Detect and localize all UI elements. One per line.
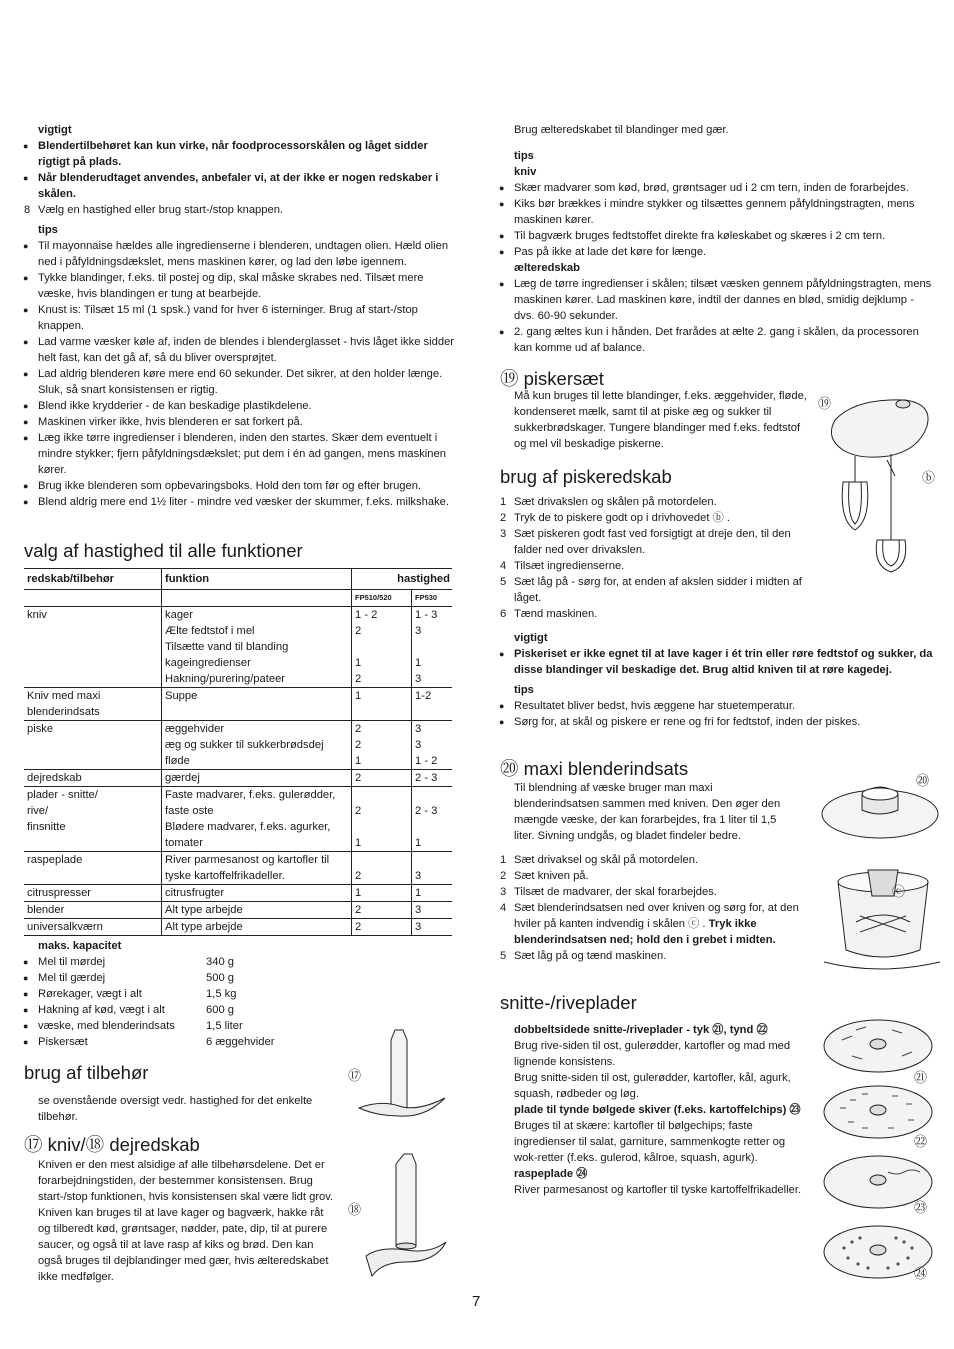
cell-speed-fp530 [412,639,453,655]
capacity-item: ● Mel til mørdej [38,956,106,968]
step-item: 2 Tryk de to piskere godt op i drivhovedet ⓑ . [500,512,730,524]
capacity-value: 340 g [206,956,234,968]
cell-tool [24,835,162,852]
step-text: Sæt piskeren godt fast ved forsigtigt at dreje den, til den falder ned over drivakslen. [514,528,791,556]
step-text: Sæt drivaksel og skål på motordelen. [514,854,699,866]
cell-function: tomater [162,835,352,852]
table-row [24,819,452,835]
cell-function: fløde [162,753,352,770]
cell-speed-fp510 [352,639,412,655]
whisk-text: Må kun bruges til lette blandinger, f.eks. æggehvider, fløde, kondenseret mælk, samt til at piske æg og sukker til sukkerbrødskager. Tungere blandinger med f.eks. fedtstof og mel vil beskadige piskerne. [514,390,807,450]
cell-speed-fp530: 3 [415,870,422,882]
cell-speed-fp510: 1 [352,655,412,671]
cell-speed-fp530: 1 [415,837,422,849]
slice-heading: snitte-/riveplader [500,992,637,1013]
kniv-tip: ● Skær madvarer som kød, brød, grøntsager ud i 2 cm tern, inden de forarbejdes. [500,180,936,196]
table-row [24,704,452,721]
cell-function: River parmesanost og kartofler til [162,852,352,869]
fig-24-label: ㉔ [914,1266,928,1281]
cell-speed-fp530: 3 [415,625,422,637]
cell-tool [24,753,162,770]
cell-function: Hakning/purering/pateer [162,671,352,688]
table-row [24,671,452,688]
capacity-item: ● Hakning af kød, vægt i alt [38,1004,165,1016]
knife-heading: ⑰ kniv/⑱ dejredskab [24,1134,200,1155]
maxi-heading: ⑳ maxi blenderindsats [500,758,689,779]
table-row [24,737,452,753]
knife-text: Kniven er den mest alsidige af alle tilbehørsdelene. Det er forarbejdningstiden, der bestemmer konsistensen. Brug start-/stop funktionen, hvis konsistensen skal være lidt grov. Kniven kan bruges til at lave kager og bagværk, hakke råt og tilberedt kød, grøntsager, nødder, pate, dip, til at purere saucer, og også til at lave rasp af kiks og brød. Den kan også bruges til dejblandinger med gær, hvis ælteredskabet ikke medfølger. [38,1159,334,1283]
cell-function: æggehvider [162,721,352,738]
step-text: Tilsæt de madvarer, der skal forarbejdes. [514,886,717,898]
fig-19-label: ⑲ [818,396,832,411]
aelte-tip: ● 2. gang æltes kun i hånden. Det frarådes at ælte 2. gang i skålen, da processoren kan komme ud af balance. [500,324,936,356]
step-item: 1 Sæt drivaksel og skål på motordelen. [500,854,699,866]
slice-text-1a: Brug rive-siden til ost, gulerødder, kartofler og mad med lignende konsistens. [514,1040,791,1068]
table-row [24,885,452,902]
cell-tool [24,655,162,671]
step-text: Tryk de to piskere godt op i drivhovedet ⓑ . [514,512,730,524]
cell-speed-fp510: 2 [352,671,412,688]
disc-22 [824,1086,932,1138]
vigtigt-item: ● Blendertilbehøret kan kun virke, når foodprocessorskålen og låget sidder rigtigt på plads. [24,138,456,170]
accessories-text: se ovenstående oversigt vedr. hastighed for det enkelte tilbehør. [38,1095,313,1123]
cell-speed-fp530 [412,852,453,869]
tips-label: tips [38,224,58,236]
step-item: 2 Sæt kniven på. [500,870,589,882]
capacity-item: ● væske, med blenderindsats [38,1020,175,1032]
slice-text-2: Bruges til at skære: kartofler til bølgechips; faste ingredienser til salat, garniture, sammenkogte retter og wok-retter (f.eks. gulerod, kålroe, squash, agurk). [514,1120,786,1164]
table-row [24,623,452,639]
table-row [24,655,452,671]
fig-22-label: ㉒ [914,1134,928,1149]
cell-speed-fp530: 1 [415,657,422,669]
discs-illustration [822,1016,934,1288]
cell-function: citrusfrugter [162,885,352,902]
cell-function: Alt type arbejde [162,919,352,936]
cell-speed-fp510: 2 [352,721,412,738]
step-number: 8 [24,204,31,216]
cell-speed-fp510: 2 [352,803,412,819]
cell-tool: blender [24,902,162,919]
capacity-row [24,970,424,986]
tip-item: ● Læg ikke tørre ingredienser i blenderen, inden den startes. Skær dem eventuelt i mindre stykker; fjern påfyldningsdækslet; put dem i én ad gangen, mens maskinen kører. [24,430,456,478]
dough-tool-illustration [360,1150,455,1280]
capacity-row [24,954,424,970]
table-subheader-fp510: FP510/520 [352,590,412,607]
cell-speed-fp530: 1 - 3 [412,607,453,624]
vigtigt-item: ● Piskeriset er ikke egnet til at lave kager i ét trin eller røre fedtstof og sukker, da disse blandinger vil beskadige det. Brug altid kniven til at røre kagedej. [500,646,936,678]
cell-speed-fp530: 3 [415,673,422,685]
cell-speed-fp530 [412,704,453,721]
step-text-bold: Tryk ikke blenderindsatsen ned; hold den i grebet i midten. [514,918,776,946]
cell-function: kageingredienser [162,655,352,671]
cell-speed-fp530 [412,819,453,835]
step-item: 1 Sæt drivakslen og skålen på motordelen. [500,496,717,508]
left-column [24,122,456,510]
whisk-steps [500,494,814,622]
cell-function: Ælte fedtstof i mel [162,623,352,639]
cell-speed-fp530: 3 [412,919,453,936]
disc-21 [824,1020,932,1072]
slice-label-3: raspeplade ㉔ [514,1168,588,1180]
cell-tool [24,671,162,688]
cell-tool: piske [24,721,162,738]
step-text: Sæt låg på og tænd maskinen. [514,950,667,962]
cell-tool: finsnitte [24,819,162,835]
cell-speed-fp510: 2 [352,868,412,885]
cell-function [162,704,352,721]
speed-table [24,568,452,936]
step-text: Tilsæt ingredienserne. [514,560,625,572]
whisk-notes [500,630,936,730]
capacity-value: 500 g [206,972,234,984]
cell-tool: kniv [24,607,162,624]
fig-c-label: ⓒ [892,884,906,899]
cell-speed-fp510 [352,819,412,835]
cell-function: faste oste [162,803,352,819]
slice-label-2: plade til tynde bølgede skiver (f.eks. kartoffelchips) ㉓ [514,1104,801,1116]
capacity-label: maks. kapacitet [38,940,122,952]
fig-20-label: ⑳ [916,773,930,788]
top-text: Brug ælteredskabet til blandinger med gær. [514,124,729,136]
cell-function: æg og sukker til sukkerbrødsdej [162,737,352,753]
cell-tool [24,737,162,753]
capacity-item: ● Mel til gærdej [38,972,106,984]
slice-block [514,1022,810,1198]
cell-function: Faste madvarer, f.eks. gulerødder, [162,787,352,804]
cell-tool [24,623,162,639]
slice-text-3: River parmesanost og kartofler til tyske kartoffelfrikadeller. [514,1184,802,1196]
kniv-tip: ● Til bagværk bruges fedtstoffet direkte fra køleskabet og skæres i 2 cm tern. [500,228,936,244]
capacity-value: 1,5 liter [206,1020,243,1032]
cell-tool: Kniv med maxi [24,688,162,705]
cell-speed-fp510: 1 [352,753,412,770]
step-text: Tænd maskinen. [514,608,598,620]
cell-speed-fp510: 1 [352,835,412,852]
cell-tool: plader - snitte/ [24,787,162,804]
cell-speed-fp510: 2 [352,737,412,753]
slice-text-1b: Brug snitte-siden til ost, gulerødder, kartofler, kål, agurk, squash, rødbeder og løg. [514,1072,791,1100]
tip-item: ● Blend aldrig mere end 1½ liter - mindre ved væsker der skummer, f.eks. milkshake. [24,494,456,510]
cell-function: gærdej [162,770,352,787]
cell-function: Suppe [162,688,352,705]
maxi-text: Til blendning af væske bruger man maxi blenderindsatsen sammen med kniven. Den øger den mængde væske, der kan forarbejdes, fra 1 liter til 1,5 liter. Sivning undgås, og bladet findeler bedre. [514,782,781,842]
step-text: Sæt låg på - sørg for, at enden af akslen sidder i midten af låget. [514,576,802,604]
cell-tool: citruspresser [24,885,162,902]
cell-speed-fp530: 1 [412,885,453,902]
fig-18-label: ⑱ [348,1202,362,1217]
table-subheader-fp530: FP530 [415,593,438,602]
vigtigt-label: vigtigt [514,632,548,644]
table-row [24,753,452,770]
maxi-step: 5 Sæt låg på og tænd maskinen. [500,950,667,962]
table-row [24,902,452,919]
cell-speed-fp510 [352,787,412,804]
cell-speed-fp510: 2 [352,919,412,936]
table-header-function: funktion [162,569,352,590]
step-item: 4 Tilsæt ingredienserne. [500,560,625,572]
maxi-step: 4 Sæt blenderindsatsen ned over kniven og sørg for, at den hviler på kanten indvendig i skålen ⓒ . Tryk ikke blenderindsatsen ned; hold den i grebet i midten. [500,902,799,946]
blender-bowl-illustration [820,852,945,982]
step-8 [24,202,456,218]
tip-item: ● Lad aldrig blenderen køre mere end 60 sekunder. Det sikrer, at den holder længe. Sluk, så snart konsistensen er rigtig. [24,366,456,398]
cell-function: Alt type arbejde [162,902,352,919]
step-item: 3 Sæt piskeren godt fast ved forsigtigt at dreje den, til den falder ned over drivakslen. [500,528,791,556]
table-row [24,919,452,936]
capacity-item: ● Piskersæt [38,1036,88,1048]
tips-label: tips [514,684,534,696]
cell-tool [24,868,162,885]
aelte-label: ælteredskab [514,262,580,274]
cell-speed-fp530: 3 [415,739,422,751]
whisk-heading: ⑲ piskersæt [500,368,604,389]
aelte-tip: ● Læg de tørre ingredienser i skålen; tilsæt væsken gennem påfyldningstragten, mens maskinen kører. Lad maskinen køre, indtil der dannes en blød, smidig dejklump - dvs. 60-90 sekunder. [500,276,936,324]
cell-speed-fp510 [352,704,412,721]
cell-speed-fp530: 3 [412,902,453,919]
tip-item: ● Maskinen virker ikke, hvis blenderen er sat forkert på. [24,414,456,430]
table-row [24,835,452,852]
tip-item: ● Tykke blandinger, f.eks. til postej og dip, skal måske skrabes ned. Tilsæt mere væske, hvis blandingen er tung at bearbejde. [24,270,456,302]
cell-speed-fp510: 2 [352,770,412,787]
cell-function: tyske kartoffelfrikadeller. [162,868,352,885]
cell-speed-fp510: 1 [352,885,412,902]
cell-function: Blødere madvarer, f.eks. agurker, [162,819,352,835]
cell-speed-fp530: 1-2 [412,688,453,705]
capacity-row [24,1002,424,1018]
table-row [24,868,452,885]
cell-tool: dejredskab [24,770,162,787]
capacity-row [24,986,424,1002]
vigtigt-item: ● Når blenderudtaget anvendes, anbefaler vi, at der ikke er nogen redskaber i skålen. [24,170,456,202]
speed-table-wrap [24,568,452,936]
cell-speed-fp510: 2 [352,902,412,919]
tip-item: ● Til mayonnaise hældes alle ingredienserne i blenderen, undtagen olien. Hæld olien ned i påfyldningsdækslet, mens maskinen kører, og lad den løbe igennem. [24,238,456,270]
cell-speed-fp510 [352,852,412,869]
table-row [24,787,452,804]
table-header-speed: hastighed [352,569,453,590]
cell-function: Tilsætte vand til blanding [162,639,352,655]
whisk-use-heading: brug af piskeredskab [500,466,672,487]
cell-speed-fp530: 1 - 2 [415,755,438,767]
step-item: 6 Tænd maskinen. [500,608,598,620]
kniv-label: kniv [514,166,537,178]
cell-tool: raspeplade [24,852,162,869]
cell-tool [24,639,162,655]
step-text: Sæt drivakslen og skålen på motordelen. [514,496,717,508]
capacity-value: 1,5 kg [206,988,237,1000]
tip-item: ● Blend ikke krydderier - de kan beskadige plastikdelene. [24,398,456,414]
capacity-item: ● Rørekager, vægt i alt [38,988,142,1000]
maxi-steps [500,852,816,964]
cell-speed-fp530 [412,787,453,804]
table-row [24,639,452,655]
tip-item: ● Knust is: Tilsæt 15 ml (1 spsk.) vand for hver 6 isterninger. Brug af start-/stop knappen. [24,302,456,334]
cell-tool: rive/ [24,803,162,819]
cell-speed-fp510: 2 [352,623,412,639]
slice-label-1: dobbeltsidede snitte-/riveplader - tyk ㉑, tynd ㉒ [514,1024,768,1036]
step-text: Sæt kniven på. [514,870,589,882]
kniv-tip: ● Kiks bør brækkes i mindre stykker og tilsættes gennem påfyldningstragten, mens maskinen kører. [500,196,936,228]
fig-23-label: ㉓ [914,1200,928,1215]
fig-21-label: ㉑ [914,1070,928,1085]
vigtigt-label: vigtigt [38,124,72,136]
cell-speed-fp530: 2 - 3 [412,770,453,787]
kniv-tip: ● Pas på ikke at lade det køre for længe. [500,244,936,260]
capacity-value: 6 æggehvider [206,1036,275,1048]
fig-17-label: ⑰ [348,1068,362,1083]
table-row [24,803,452,819]
cell-function: kager [162,607,352,624]
table-row [24,852,452,869]
cell-speed-fp510: 1 - 2 [352,607,412,624]
table-row [24,721,452,738]
tips-label: tips [514,150,534,162]
page-number: 7 [472,1293,481,1310]
speed-heading: valg af hastighed til alle funktioner [24,540,303,561]
cell-tool: universalkværn [24,919,162,936]
capacity-value: 600 g [206,1004,234,1016]
tip-item: ● Lad varme væsker køle af, inden de blendes i blenderglasset - hvis låget ikke sidder helt fast, kan det gå af, så du bliver oversprøjtet. [24,334,456,366]
cell-tool: blenderindsats [24,704,162,721]
maxi-steps-list [500,852,816,900]
fig-b-label: ⓑ [922,470,936,485]
accessories-heading: brug af tilbehør [24,1062,149,1083]
tip-item: ● Brug ikke blenderen som opbevaringsboks. Hold den tom før og efter brugen. [24,478,456,494]
step-item: 3 Tilsæt de madvarer, der skal forarbejdes. [500,886,717,898]
cell-speed-fp510: 1 [352,688,412,705]
table-row [24,607,452,624]
right-column-top [500,122,936,356]
tip-item: ● Sørg for, at skål og piskere er rene og fri for fedtstof, inden der piskes. [500,714,936,730]
table-row [24,770,452,787]
table-header-tool: redskab/tilbehør [24,569,162,590]
step-text: Sæt blenderindsatsen ned over kniven og sørg for, at den hviler på kanten indvendig i skålen ⓒ . [514,902,799,930]
cell-speed-fp530: 3 [412,721,453,738]
tip-item: ● Resultatet bliver bedst, hvis æggene har stuetemperatur. [500,698,936,714]
step-text: Vælg en hastighed eller brug start-/stop knappen. [38,204,284,216]
step-item: 5 Sæt låg på - sørg for, at enden af akslen sidder i midten af låget. [500,576,802,604]
cell-speed-fp530: 2 - 3 [415,805,438,817]
knife-illustration [355,1026,460,1126]
table-row [24,688,452,705]
